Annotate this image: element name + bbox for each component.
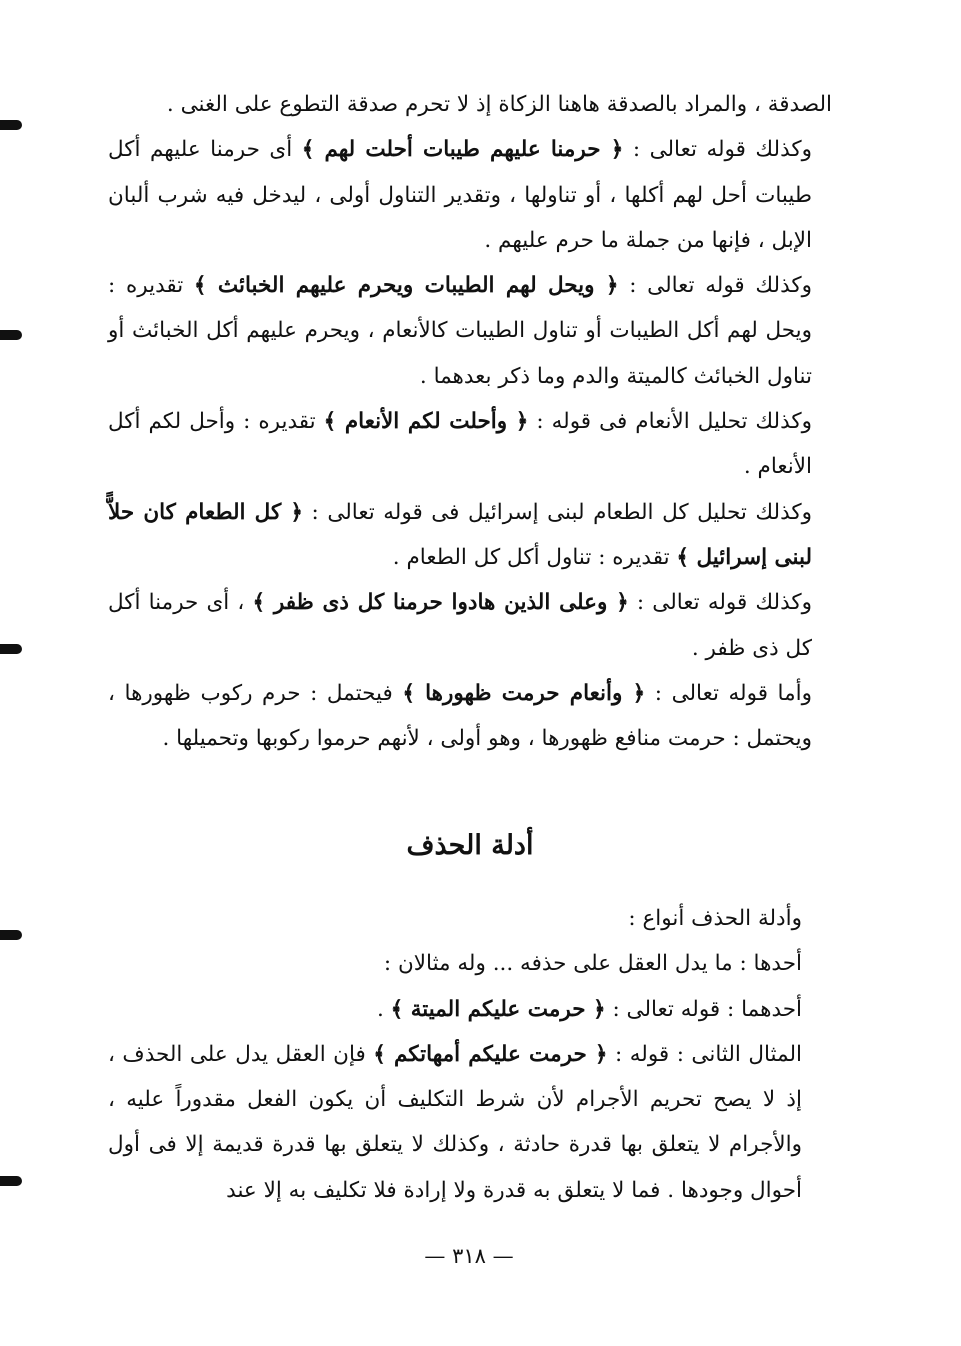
- margin-mark: [0, 930, 22, 940]
- text-run: فيحتمل : حرم ركوب ظهورها ، ويحتمل : حرمت منافع ظهورها ، وهو أولى ، لأنهم حرموا ركوبها وتحميلها .: [108, 680, 812, 752]
- margin-mark: [0, 644, 22, 654]
- paragraph: [108, 490, 832, 581]
- quran-quote: ﴿ وأحلت لكم الأنعام ﴾: [323, 409, 529, 435]
- text-run: وأدلة الحذف أنواع :: [628, 906, 802, 931]
- body-text-lower: [108, 896, 832, 1213]
- margin-mark: [0, 330, 22, 340]
- page-number: — ٣١٨ —: [424, 1244, 514, 1268]
- paragraph: [108, 127, 832, 263]
- quran-quote: ﴿ كل الطعام كان حلاًّ لبنى إسرائيل ﴾: [108, 499, 812, 570]
- quran-quote: ﴿ ويحل لهم الطيبات ويحرم عليهم الخبائث ﴾: [193, 273, 619, 299]
- section-heading: أدلة الحذف: [406, 830, 534, 861]
- text-run: وكذلك تحليل الأنعام فى قوله :: [528, 409, 813, 435]
- body-text-upper: [108, 82, 832, 761]
- margin-mark: [0, 120, 22, 130]
- text-run: تقديره : وأحل لكم أكل الأنعام .: [108, 409, 812, 480]
- text-run: ، أى حرمنا أكل كل ذى ظفر .: [108, 590, 812, 661]
- text-run: فإن العقل يدل على الحذف ، إذ لا يصح تحريم الأجرام لأن شرط التكليف أن يكون الفعل مقدوراً عليه ، والأجرام لا يتعلق بها قدرة حادثة ، وكذلك لا يتعلق بها قدرة قديمة إلا فى أول أحوال وجودها . فما لا يتعلق به قدرة ولا إرادة فلا تكليف به إلا عند: [108, 1041, 802, 1203]
- page-number-value: ٣١٨: [452, 1244, 486, 1268]
- paragraph: [108, 896, 832, 941]
- text-run: وكذلك قوله تعالى :: [628, 590, 812, 616]
- text-run: تقديره : ويحل لهم أكل الطيبات أو تناول الطيبات كالأنعام ، ويحرم عليهم أكل الخبائث أو تناول الخبائث كالميتة والدم وما ذكر بعدهما .: [108, 273, 812, 389]
- quran-quote: ﴿ وعلى الذين هادوا حرمنا كل ذى ظفر ﴾: [252, 590, 629, 616]
- text-run: أى حرمنا عليهم أكل طيبات أحل لهم أكلها ، أو تناولها ، وتقدير التناول أولى ، ليدخل فيه شرب ألبان الإبل ، فإنها من جملة ما حرم عليهم .: [108, 137, 812, 253]
- text-run: تقديره : تناول أكل كل الطعام .: [392, 544, 677, 570]
- paragraph: [108, 987, 832, 1032]
- text-run: وكذلك قوله تعالى :: [623, 137, 813, 163]
- text-run: وكذلك قوله تعالى :: [618, 273, 812, 299]
- text-run: وكذلك تحليل كل الطعام لبنى إسرائيل فى قوله تعالى :: [303, 499, 812, 525]
- text-run: الصدقة ، والمراد بالصدقة هاهنا الزكاة إذ لا تحرم صدقة التطوع على الغنى .: [166, 92, 832, 117]
- text-run: أحدها : ما يدل العقل على حذفه ... وله مثالان :: [383, 951, 802, 977]
- margin-mark: [0, 1176, 22, 1186]
- paragraph: [108, 580, 832, 671]
- quran-quote: ﴿ حرمت عليكم أمهاتكم ﴾: [373, 1041, 608, 1067]
- paragraph: [108, 671, 832, 762]
- paragraph: [108, 82, 832, 127]
- text-run: .: [376, 996, 391, 1022]
- quran-quote: ﴿ حرمت عليكم الميتة ﴾: [390, 996, 606, 1022]
- quran-quote: ﴿ وأنعام حرمت ظهورها ﴾: [402, 680, 646, 706]
- paragraph: [108, 941, 832, 986]
- text-run: المثال الثانى : قوله :: [607, 1041, 802, 1067]
- paragraph: [108, 263, 832, 399]
- paragraph: [108, 399, 832, 490]
- quran-quote: ﴿ حرمنا عليهم طيبات أحلت لهم ﴾: [301, 137, 624, 163]
- text-run: أحدهما : قوله تعالى :: [605, 996, 802, 1022]
- text-run: وأما قوله تعالى :: [645, 680, 812, 706]
- paragraph: [108, 1032, 832, 1213]
